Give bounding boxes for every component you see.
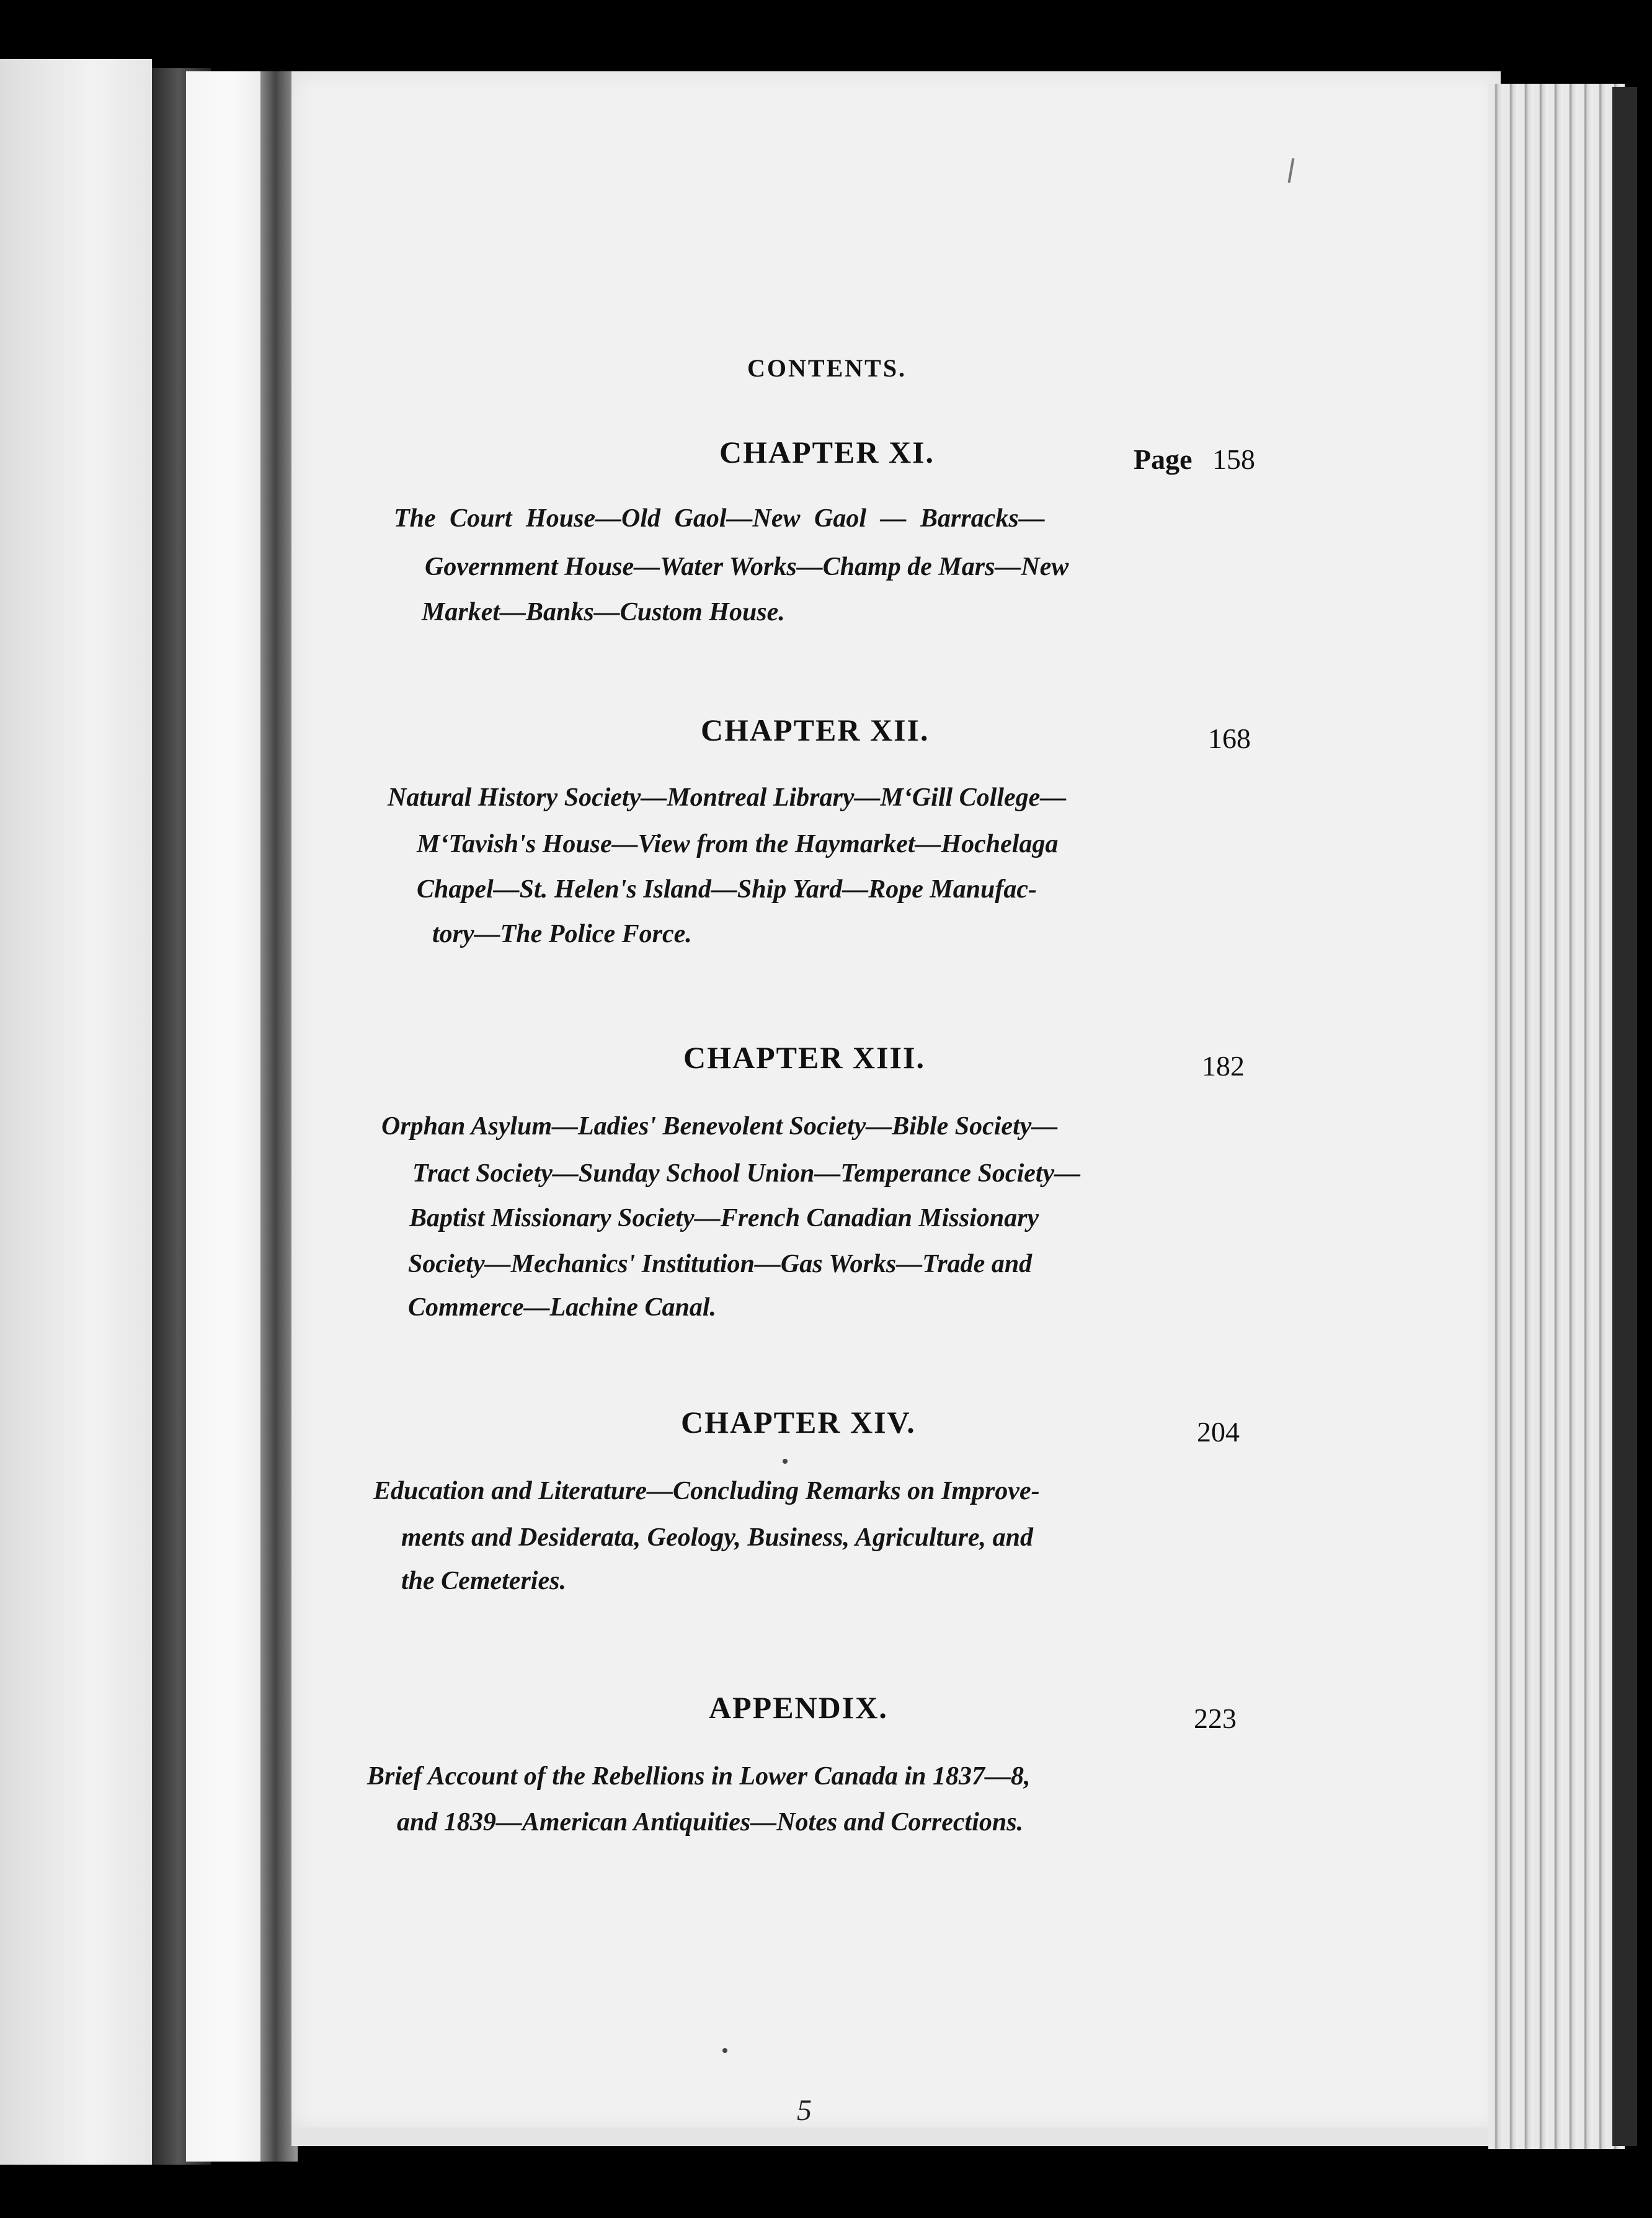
chapter-title: CHAPTER XIII. [683,1040,925,1075]
chapter-summary-line: Education and Literature—Concluding Remarks on Improve- [373,1477,1040,1505]
left-page-edge [0,59,152,2165]
chapter-page-number: 204 [1197,1416,1240,1448]
chapter-summary-line: Government House—Water Works—Champ de Mars—New [425,553,1069,581]
chapter-summary-line: ments and Desiderata, Geology, Business, Agriculture, and [401,1523,1033,1552]
chapter-page-number: 168 [1208,723,1251,754]
appendix-summary-line: Brief Account of the Rebellions in Lower Canada in 1837—8, [367,1762,1031,1791]
page-bottom-edge [291,2127,1501,2146]
chapter-summary-line: Commerce—Lachine Canal. [408,1293,716,1322]
chapter-summary-line: Tract Society—Sunday School Union—Temperance Society— [412,1159,1081,1188]
appendix-title: APPENDIX. [709,1690,888,1725]
print-speck [783,1459,788,1464]
chapter-summary-line: Society—Mechanics' Institution—Gas Works—Trade and [408,1250,1032,1278]
chapter-page-number: 158 [1212,443,1255,475]
page-stack-edge [1488,84,1625,2149]
book-cover-edge [1612,87,1637,2146]
chapter-summary-line: the Cemeteries. [401,1567,566,1595]
chapter-summary-line: tory—The Police Force. [432,920,692,948]
chapter-title: CHAPTER XIV. [681,1405,916,1440]
chapter-title: CHAPTER XI. [719,435,935,470]
chapter-summary-line: M‘Tavish's House—View from the Haymarket—Hochelaga [417,830,1059,858]
chapter-summary-line: Orphan Asylum—Ladies' Benevolent Society—Bible Society— [381,1112,1058,1141]
signature-mark: 5 [797,2094,812,2127]
chapter-summary-line: Baptist Missionary Society—French Canadian Missionary [409,1204,1039,1232]
print-speck [722,2048,727,2053]
appendix-page-number: 223 [1194,1703,1237,1734]
blank-leaf [186,71,273,2162]
appendix-summary-line: and 1839—American Antiquities—Notes and Corrections. [397,1808,1024,1837]
chapter-summary-line: Market—Banks—Custom House. [422,598,785,626]
chapter-title: CHAPTER XII. [701,713,930,747]
page-heading: CONTENTS. [747,354,907,382]
chapter-summary-line: The Court House—Old Gaol—New Gaol — Barracks— [394,504,1045,533]
chapter-summary-line: Natural History Society—Montreal Library—M‘Gill College— [388,783,1067,812]
page-label: Page [1134,443,1192,475]
chapter-summary-line: Chapel—St. Helen's Island—Ship Yard—Rope Manufac- [417,875,1037,904]
chapter-page-number: 182 [1202,1050,1245,1082]
